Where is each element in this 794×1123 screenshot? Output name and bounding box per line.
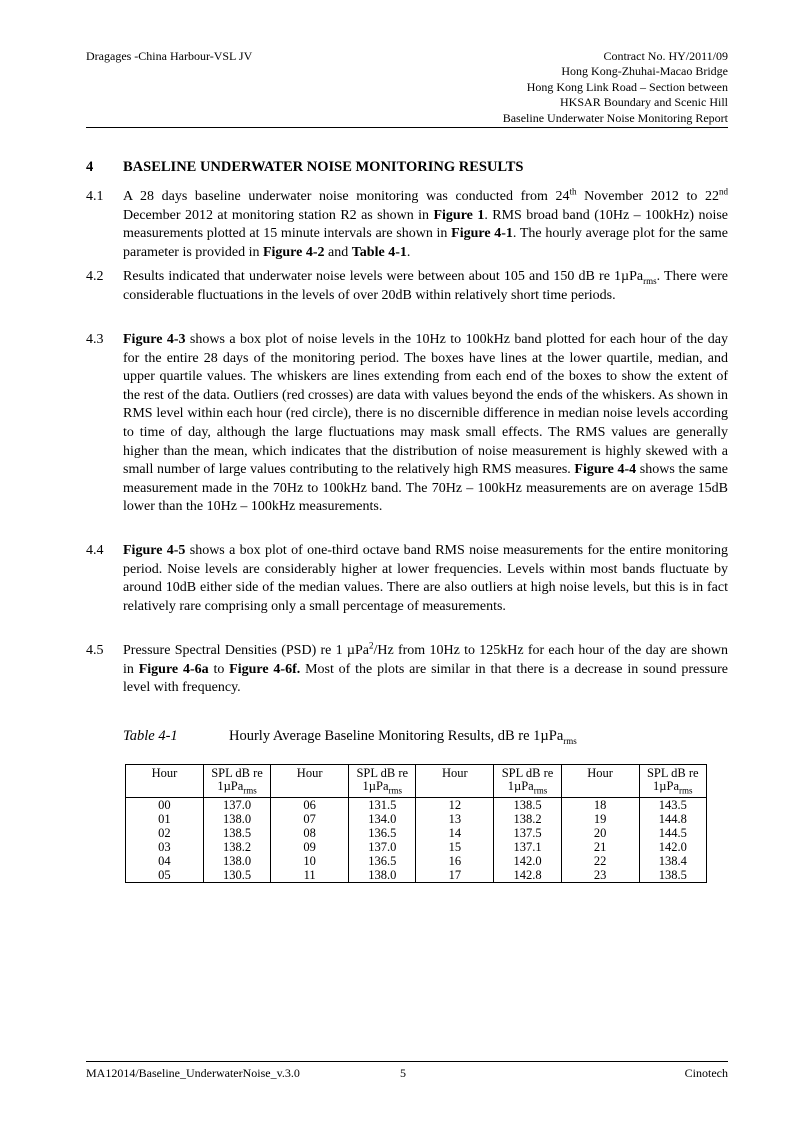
paragraph-4-2 bbox=[86, 268, 728, 305]
table-row bbox=[126, 854, 707, 868]
cell-hour: 11 bbox=[271, 868, 349, 883]
header-spl-subscript: rms bbox=[533, 785, 548, 796]
paragraph-4-3 bbox=[86, 331, 728, 517]
figure-reference: Figure 4-5 bbox=[123, 543, 186, 558]
cell-spl: 144.8 bbox=[639, 812, 706, 826]
cell-hour: 05 bbox=[126, 868, 204, 883]
cell-hour: 19 bbox=[561, 812, 639, 826]
header-hour bbox=[416, 765, 494, 798]
text-run: November 2012 to 22 bbox=[576, 189, 719, 204]
table-row bbox=[126, 826, 707, 840]
cell-hour: 07 bbox=[271, 812, 349, 826]
footer-page-number: 5 bbox=[400, 1066, 406, 1080]
header-spl bbox=[639, 765, 706, 798]
table-header-row bbox=[126, 765, 707, 798]
header-hour bbox=[561, 765, 639, 798]
text-run: December 2012 at monitoring station R2 as shown in bbox=[123, 207, 434, 223]
cell-hour: 15 bbox=[416, 840, 494, 854]
table-row bbox=[126, 798, 707, 813]
header-boundary: HKSAR Boundary and Scenic Hill bbox=[560, 95, 728, 110]
cell-spl: 136.5 bbox=[349, 826, 416, 840]
header-spl-line1: SPL dB re bbox=[501, 766, 554, 780]
cell-hour: 23 bbox=[561, 868, 639, 883]
header-spl-line2: 1µPa bbox=[653, 779, 679, 793]
cell-hour: 20 bbox=[561, 826, 639, 840]
cell-hour: 22 bbox=[561, 854, 639, 868]
header-spl-line2: 1µPa bbox=[362, 779, 389, 793]
paragraph-number: 4.1 bbox=[86, 189, 104, 204]
footer-company: Cinotech bbox=[684, 1066, 728, 1080]
table-row bbox=[126, 868, 707, 883]
figure-reference: Figure 4-1 bbox=[451, 226, 513, 242]
cell-spl: 130.5 bbox=[203, 868, 270, 883]
text-run: and bbox=[324, 244, 352, 260]
paragraph-text bbox=[123, 642, 728, 698]
paragraph-4-1 bbox=[86, 188, 728, 262]
superscript: 2 bbox=[369, 640, 374, 651]
figure-reference: Figure 4-2 bbox=[262, 244, 325, 260]
superscript: nd bbox=[719, 186, 728, 197]
cell-hour: 14 bbox=[416, 826, 494, 840]
header-spl-line1: SPL dB re bbox=[356, 766, 409, 780]
figure-reference: Figure 4-4 bbox=[574, 462, 637, 478]
paragraph-text bbox=[123, 542, 728, 616]
cell-spl: 138.5 bbox=[494, 798, 561, 813]
cell-hour: 21 bbox=[561, 840, 639, 854]
table-row bbox=[126, 812, 707, 826]
cell-hour: 03 bbox=[126, 840, 204, 854]
cell-hour: 13 bbox=[416, 812, 494, 826]
cell-spl: 134.0 bbox=[349, 812, 416, 826]
cell-spl: 138.2 bbox=[494, 812, 561, 826]
figure-reference: Figure 1 bbox=[433, 207, 485, 223]
paragraph-number: 4.2 bbox=[86, 269, 104, 284]
text-run: Results indicated that underwater noise levels were between about 105 and 150 dB re 1µPa bbox=[123, 269, 644, 284]
paragraph-text bbox=[123, 331, 728, 517]
header-project: Hong Kong-Zhuhai-Macao Bridge bbox=[561, 64, 728, 79]
header-contract: Contract No. HY/2011/09 bbox=[603, 49, 728, 63]
cell-hour: 00 bbox=[126, 798, 204, 813]
table-caption-number: Table 4-1 bbox=[123, 728, 178, 744]
table-caption bbox=[123, 728, 577, 745]
text-run: A 28 days baseline underwater noise monitoring was conducted from 24 bbox=[123, 189, 570, 204]
header-hour-label: Hour bbox=[587, 766, 613, 780]
cell-spl: 138.5 bbox=[203, 826, 270, 840]
header-spl-line2: 1µPa bbox=[217, 779, 244, 793]
header-report-title: Baseline Underwater Noise Monitoring Report bbox=[502, 110, 728, 125]
header-spl-line2: 1µPa bbox=[507, 779, 534, 793]
cell-hour: 17 bbox=[416, 868, 494, 883]
section-title: BASELINE UNDERWATER NOISE MONITORING RESULTS bbox=[123, 159, 524, 175]
header-spl-line1: SPL dB re bbox=[646, 766, 699, 780]
header-hour bbox=[271, 765, 349, 798]
header-spl bbox=[494, 765, 561, 798]
cell-spl: 144.5 bbox=[639, 826, 706, 840]
table-caption-subscript: rms bbox=[563, 735, 577, 746]
hourly-average-table bbox=[125, 764, 707, 883]
paragraph-text bbox=[123, 268, 728, 305]
header-spl-subscript: rms bbox=[388, 785, 402, 796]
cell-spl: 137.0 bbox=[203, 798, 270, 813]
header-rule bbox=[86, 127, 728, 128]
superscript: th bbox=[569, 186, 577, 197]
header-spl-subscript: rms bbox=[679, 785, 693, 796]
text-run: shows a box plot of one-third octave band RMS noise measurements for the entire monitoring period. Noise levels are considerably higher at lower frequencies. Levels within most bands fluctuate by around 10dB either side of the median values. There are also outliers at high noise levels, but this is in fact relatively rare comprising only a small percentage of measurements. bbox=[123, 543, 728, 614]
paragraph-number: 4.3 bbox=[86, 332, 104, 347]
cell-spl: 142.0 bbox=[639, 840, 706, 854]
section-heading bbox=[86, 159, 524, 176]
text-run: . The hourly average plot for the same parameter is provided in bbox=[123, 226, 728, 260]
header-left: Dragages -China Harbour-VSL JV bbox=[86, 49, 253, 63]
cell-spl: 138.2 bbox=[203, 840, 270, 854]
subscript: rms bbox=[643, 275, 657, 286]
cell-hour: 02 bbox=[126, 826, 204, 840]
cell-hour: 10 bbox=[271, 854, 349, 868]
header-hour bbox=[126, 765, 204, 798]
paragraph-number: 4.4 bbox=[86, 543, 104, 558]
cell-hour: 06 bbox=[271, 798, 349, 813]
header-hour-label: Hour bbox=[151, 766, 178, 780]
cell-hour: 09 bbox=[271, 840, 349, 854]
text-run: Pressure Spectral Densities (PSD) re 1 µPa bbox=[123, 643, 369, 658]
header-section: Hong Kong Link Road – Section between bbox=[526, 79, 728, 94]
paragraph-number: 4.5 bbox=[86, 643, 104, 658]
text-run: Most of the plots are similar in that there is a decrease in sound pressure level with frequency. bbox=[123, 661, 728, 696]
cell-spl: 138.4 bbox=[639, 854, 706, 868]
cell-spl: 143.5 bbox=[639, 798, 706, 813]
cell-spl: 137.0 bbox=[349, 840, 416, 854]
footer-document-id: MA12014/Baseline_UnderwaterNoise_v.3.0 bbox=[86, 1066, 300, 1080]
header-right bbox=[388, 49, 728, 126]
cell-spl: 142.0 bbox=[494, 854, 561, 868]
cell-spl: 138.0 bbox=[203, 854, 270, 868]
header-spl bbox=[203, 765, 270, 798]
paragraph-4-4 bbox=[86, 542, 728, 616]
table-caption-text: Hourly Average Baseline Monitoring Results, dB re 1µPa bbox=[229, 728, 564, 744]
paragraph-4-5 bbox=[86, 642, 728, 698]
text-run: shows a box plot of noise levels in the 10Hz to 100kHz band plotted for each hour of the day for the entire 28 days of the monitoring period. The boxes have lines at the lower quartile, median, and upper quartile values. The whiskers are lines extending from each end of the boxes to show the extent of the rest of the data. Outliers (red crosses) are data with values beyond the ends of the whiskers. As shown in RMS level within each hour (red circle), there is no discernible difference in median noise levels according to time of day, although the large fluctuations may mask small effects. The RMS values are generally higher than the mean, which indicates that the distribution of noise measurement is highly skewed with a small number of large values contributing to the relatively high RMS measures. bbox=[123, 332, 728, 478]
text-run: . bbox=[406, 244, 411, 260]
paragraph-text bbox=[123, 188, 728, 262]
header-hour-label: Hour bbox=[296, 766, 323, 780]
cell-spl: 138.0 bbox=[203, 812, 270, 826]
cell-hour: 16 bbox=[416, 854, 494, 868]
table-row bbox=[126, 840, 707, 854]
cell-hour: 12 bbox=[416, 798, 494, 813]
cell-hour: 01 bbox=[126, 812, 204, 826]
cell-spl: 131.5 bbox=[349, 798, 416, 813]
cell-hour: 08 bbox=[271, 826, 349, 840]
cell-spl: 142.8 bbox=[494, 868, 561, 883]
text-run: . RMS broad band (10Hz – 100kHz) noise measurements plotted at 15 minute intervals are shown in bbox=[123, 207, 729, 242]
footer-rule bbox=[86, 1061, 728, 1062]
cell-spl: 137.5 bbox=[494, 826, 561, 840]
figure-reference: Figure 4-6f. bbox=[229, 661, 301, 677]
cell-spl: 138.5 bbox=[639, 868, 706, 883]
text-run: shows the same measurement made in the 70Hz to 100kHz band. The 70Hz – 100kHz measurements are on average 15dB lower than the 10Hz – 100kHz measurements. bbox=[123, 462, 728, 515]
cell-spl: 137.1 bbox=[494, 840, 561, 854]
table-reference: Table 4-1 bbox=[351, 244, 407, 260]
cell-hour: 04 bbox=[126, 854, 204, 868]
cell-hour: 18 bbox=[561, 798, 639, 813]
cell-spl: 138.0 bbox=[349, 868, 416, 883]
cell-spl: 136.5 bbox=[349, 854, 416, 868]
text-run: . There were considerable fluctuations in the levels of over 20dB within relatively short time periods. bbox=[123, 269, 728, 303]
header-spl-subscript: rms bbox=[243, 785, 257, 796]
header-spl-line1: SPL dB re bbox=[211, 766, 263, 780]
text-run: /Hz from 10Hz to 125kHz for each hour of the day are shown in bbox=[123, 643, 728, 677]
text-run: to bbox=[208, 661, 230, 677]
figure-reference: Figure 4-3 bbox=[123, 332, 186, 347]
figure-reference: Figure 4-6a bbox=[138, 661, 209, 677]
header-spl bbox=[349, 765, 416, 798]
header-hour-label: Hour bbox=[442, 766, 468, 780]
section-number: 4 bbox=[86, 159, 94, 175]
